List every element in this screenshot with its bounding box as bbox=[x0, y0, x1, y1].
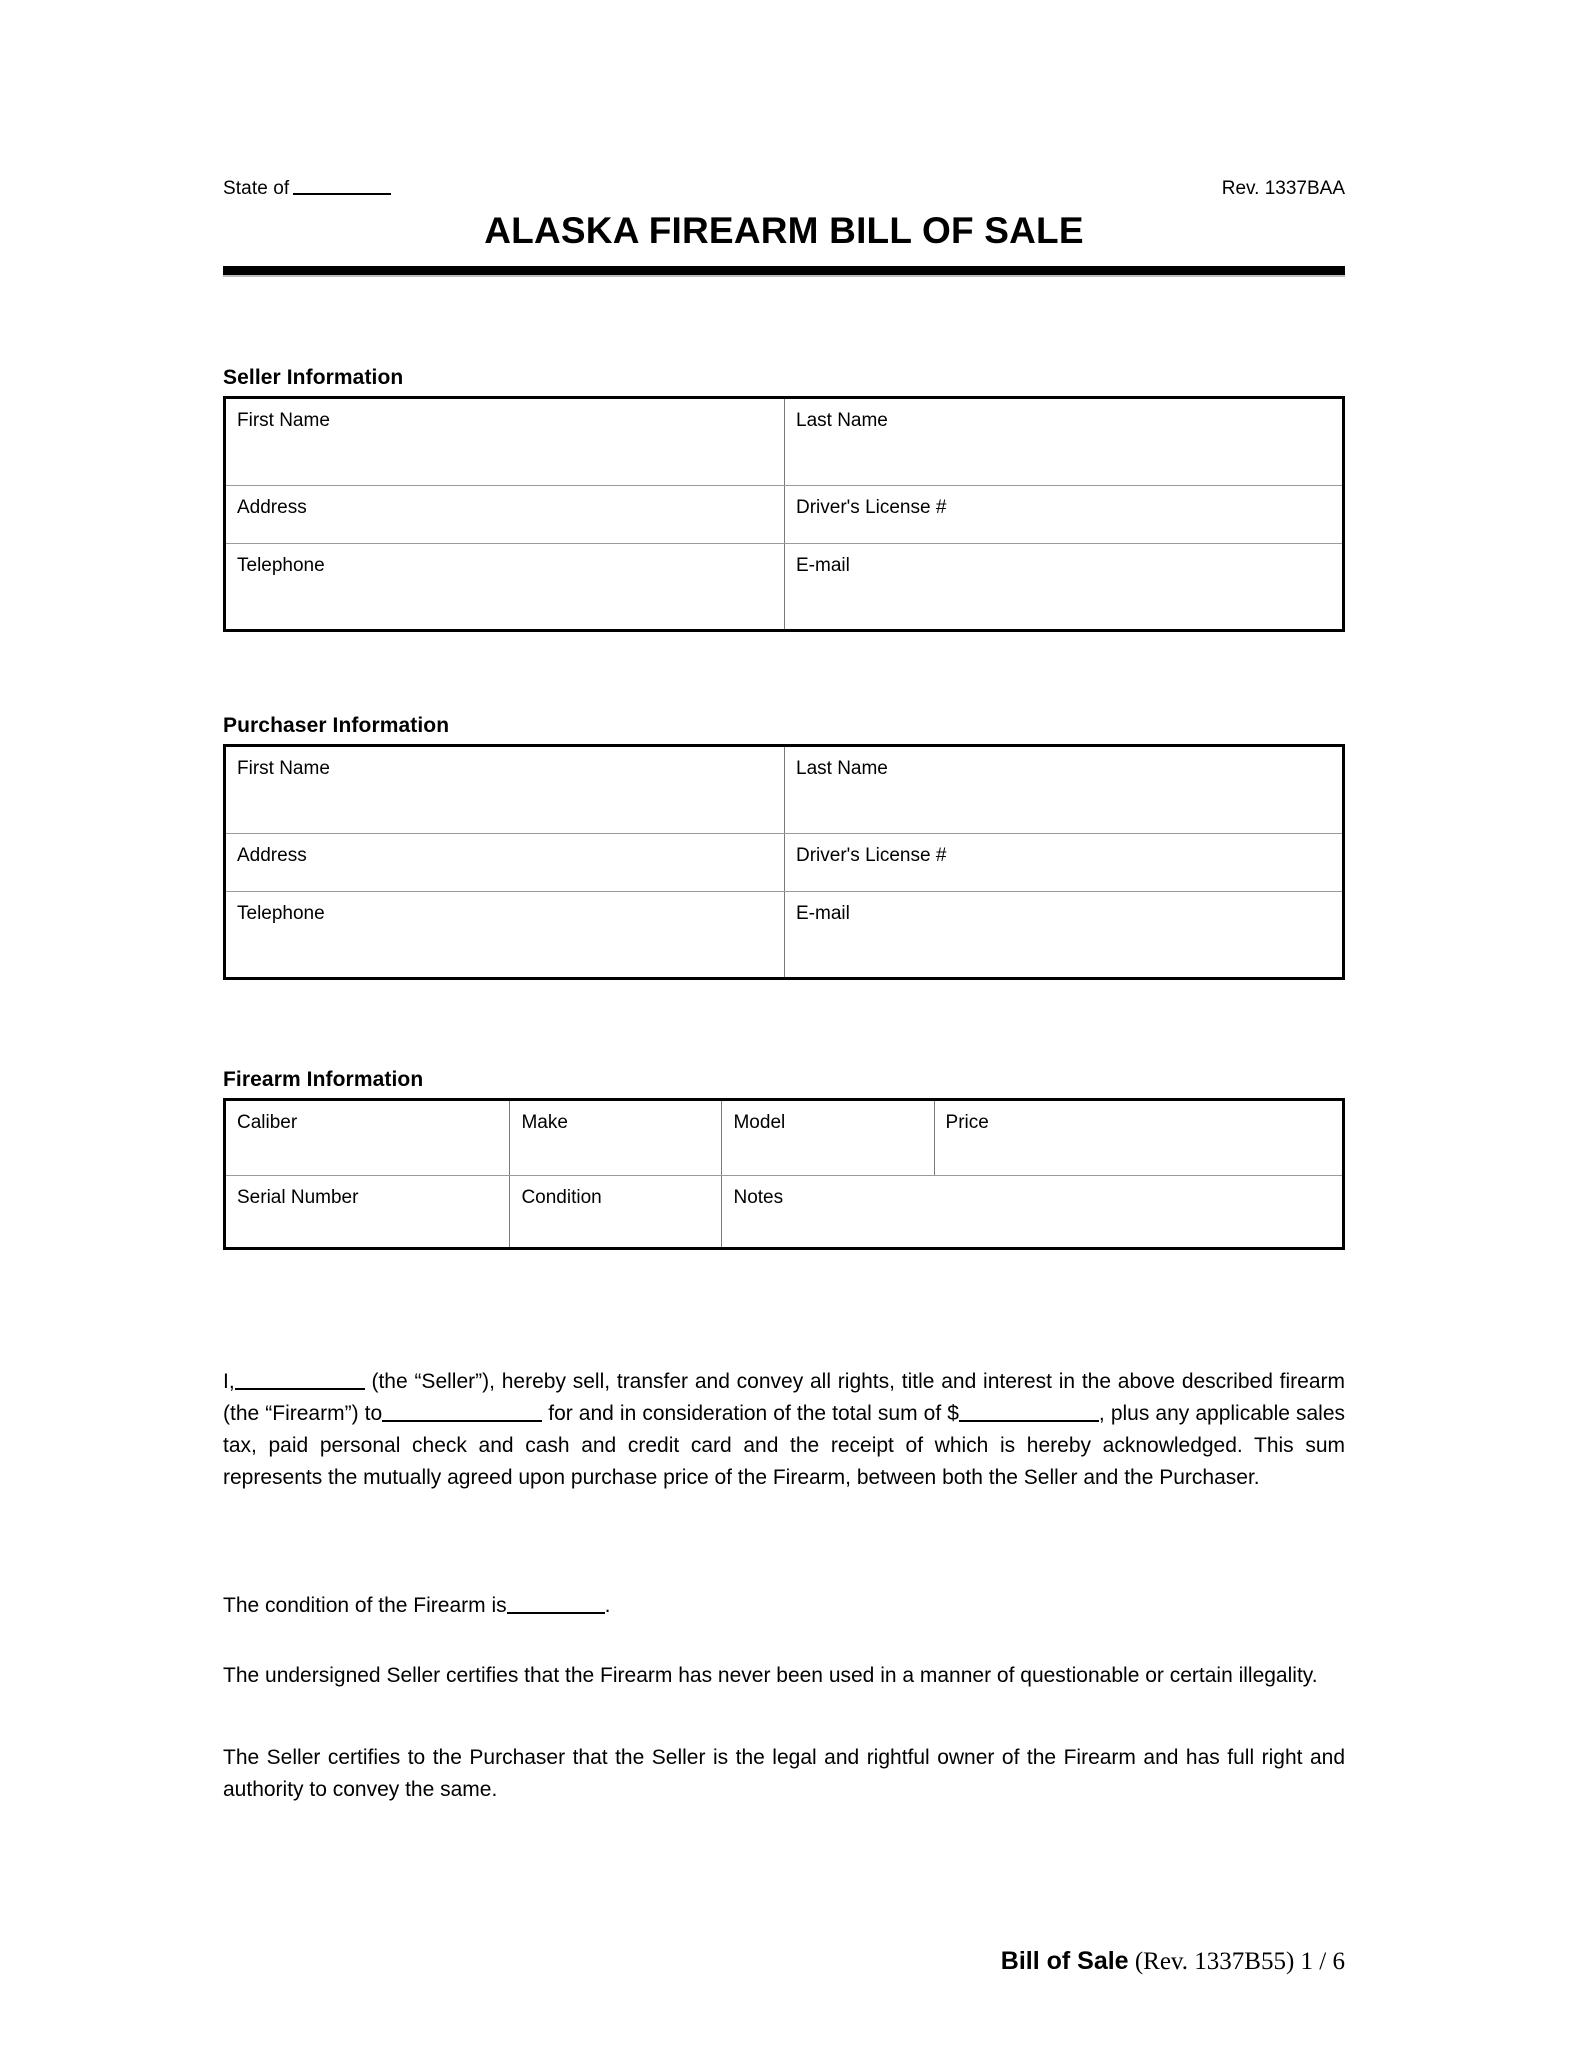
paragraph-ownership-certification: The Seller certifies to the Purchaser that the Seller is the legal and rightful owner of the Firearm and has full right and authority to convey the same. bbox=[223, 1746, 1345, 1802]
purchaser-first-name-cell[interactable] bbox=[226, 747, 784, 833]
firearm-condition-label: Condition bbox=[521, 1187, 602, 1208]
firearm-model-cell[interactable] bbox=[721, 1101, 933, 1175]
firearm-section-heading: Firearm Information bbox=[223, 1068, 424, 1091]
purchaser-telephone-cell[interactable] bbox=[226, 892, 784, 977]
purchaser-address-cell[interactable] bbox=[226, 834, 784, 891]
seller-email-label: E-mail bbox=[796, 555, 850, 576]
seller-first-name-label: First Name bbox=[237, 410, 330, 431]
firearm-condition-cell[interactable] bbox=[509, 1176, 721, 1247]
seller-name-blank[interactable] bbox=[235, 1388, 365, 1390]
firearm-information-table bbox=[223, 1098, 1345, 1250]
purchaser-name-blank[interactable] bbox=[382, 1420, 542, 1422]
firearm-condition-blank[interactable] bbox=[507, 1612, 605, 1614]
footer-title: Bill of Sale bbox=[1000, 1947, 1129, 1975]
seller-telephone-cell[interactable] bbox=[226, 544, 784, 629]
state-of-label: State of bbox=[223, 178, 290, 199]
footer-revision-page: (Rev. 1337B55) 1 / 6 bbox=[1128, 1948, 1345, 1975]
seller-information-table bbox=[223, 396, 1345, 632]
table-row bbox=[226, 747, 1342, 833]
revision-code: Rev. 1337BAA bbox=[1221, 178, 1345, 199]
purchaser-email-cell[interactable] bbox=[784, 892, 1342, 977]
table-row bbox=[226, 543, 1342, 629]
table-row bbox=[226, 399, 1342, 485]
firearm-notes-label: Notes bbox=[733, 1187, 784, 1208]
purchase-amount-blank[interactable] bbox=[959, 1420, 1099, 1422]
paragraph-consideration-part1: I, bbox=[223, 1370, 235, 1393]
purchaser-address-label: Address bbox=[237, 845, 307, 866]
firearm-caliber-cell[interactable] bbox=[226, 1101, 509, 1175]
paragraph-consideration-part2: (the “Seller”), hereby sell, transfer and convey all rights, title and interest in the above described firearm (the “Firearm”) to bbox=[223, 1370, 1345, 1426]
paragraph-condition-text: The condition of the Firearm is bbox=[223, 1594, 507, 1617]
firearm-model-label: Model bbox=[733, 1112, 786, 1133]
state-of-field bbox=[223, 178, 391, 200]
purchaser-email-label: E-mail bbox=[796, 903, 850, 924]
firearm-serial-number-cell[interactable] bbox=[226, 1176, 509, 1247]
title-divider bbox=[223, 266, 1345, 277]
purchaser-information-table bbox=[223, 744, 1345, 980]
table-row bbox=[226, 485, 1342, 543]
page-title: ALASKA FIREARM BILL OF SALE bbox=[484, 210, 1084, 251]
paragraph-condition-period: . bbox=[604, 1594, 611, 1617]
purchaser-drivers-license-cell[interactable] bbox=[784, 834, 1342, 891]
purchaser-last-name-cell[interactable] bbox=[784, 747, 1342, 833]
seller-telephone-label: Telephone bbox=[237, 555, 325, 576]
seller-first-name-cell[interactable] bbox=[226, 399, 784, 485]
seller-section-heading: Seller Information bbox=[223, 366, 404, 389]
firearm-serial-number-label: Serial Number bbox=[237, 1187, 359, 1208]
seller-last-name-label: Last Name bbox=[796, 410, 888, 431]
seller-address-label: Address bbox=[237, 497, 307, 518]
firearm-price-cell[interactable] bbox=[934, 1101, 1342, 1175]
paragraph-condition bbox=[223, 1590, 1345, 1622]
firearm-notes-cell[interactable] bbox=[721, 1176, 1341, 1247]
purchaser-telephone-label: Telephone bbox=[237, 903, 325, 924]
firearm-make-label: Make bbox=[521, 1112, 568, 1133]
purchaser-section-heading: Purchaser Information bbox=[223, 714, 450, 737]
firearm-price-label: Price bbox=[945, 1112, 989, 1133]
firearm-make-cell[interactable] bbox=[509, 1101, 721, 1175]
table-row bbox=[226, 1175, 1342, 1247]
paragraph-consideration-part4: , plus any applicable sales tax, paid personal check and cash and credit card and the receipt of which is hereby acknowledged. This sum represents the mutually agreed upon purchase price of the Firearm, between both the Seller and the Purchaser. bbox=[223, 1402, 1346, 1490]
table-row bbox=[226, 891, 1342, 977]
paragraph-consideration-part3: for and in consideration of the total sum of $ bbox=[548, 1402, 959, 1426]
table-row bbox=[226, 1101, 1342, 1175]
firearm-caliber-label: Caliber bbox=[237, 1112, 298, 1133]
seller-drivers-license-cell[interactable] bbox=[784, 486, 1342, 543]
state-of-blank[interactable] bbox=[293, 193, 391, 195]
seller-drivers-license-label: Driver's License # bbox=[796, 497, 947, 518]
table-row bbox=[226, 833, 1342, 891]
seller-email-cell[interactable] bbox=[784, 544, 1342, 629]
seller-last-name-cell[interactable] bbox=[784, 399, 1342, 485]
paragraph-legality-certification: The undersigned Seller certifies that the Firearm has never been used in a manner of questionable or certain illegality. bbox=[223, 1664, 1318, 1687]
document-header bbox=[223, 178, 1345, 200]
purchaser-first-name-label: First Name bbox=[237, 758, 330, 779]
paragraph-consideration bbox=[223, 1366, 1345, 1495]
seller-address-cell[interactable] bbox=[226, 486, 784, 543]
page-footer bbox=[223, 1946, 1345, 1977]
purchaser-last-name-label: Last Name bbox=[796, 758, 888, 779]
purchaser-drivers-license-label: Driver's License # bbox=[796, 845, 947, 866]
